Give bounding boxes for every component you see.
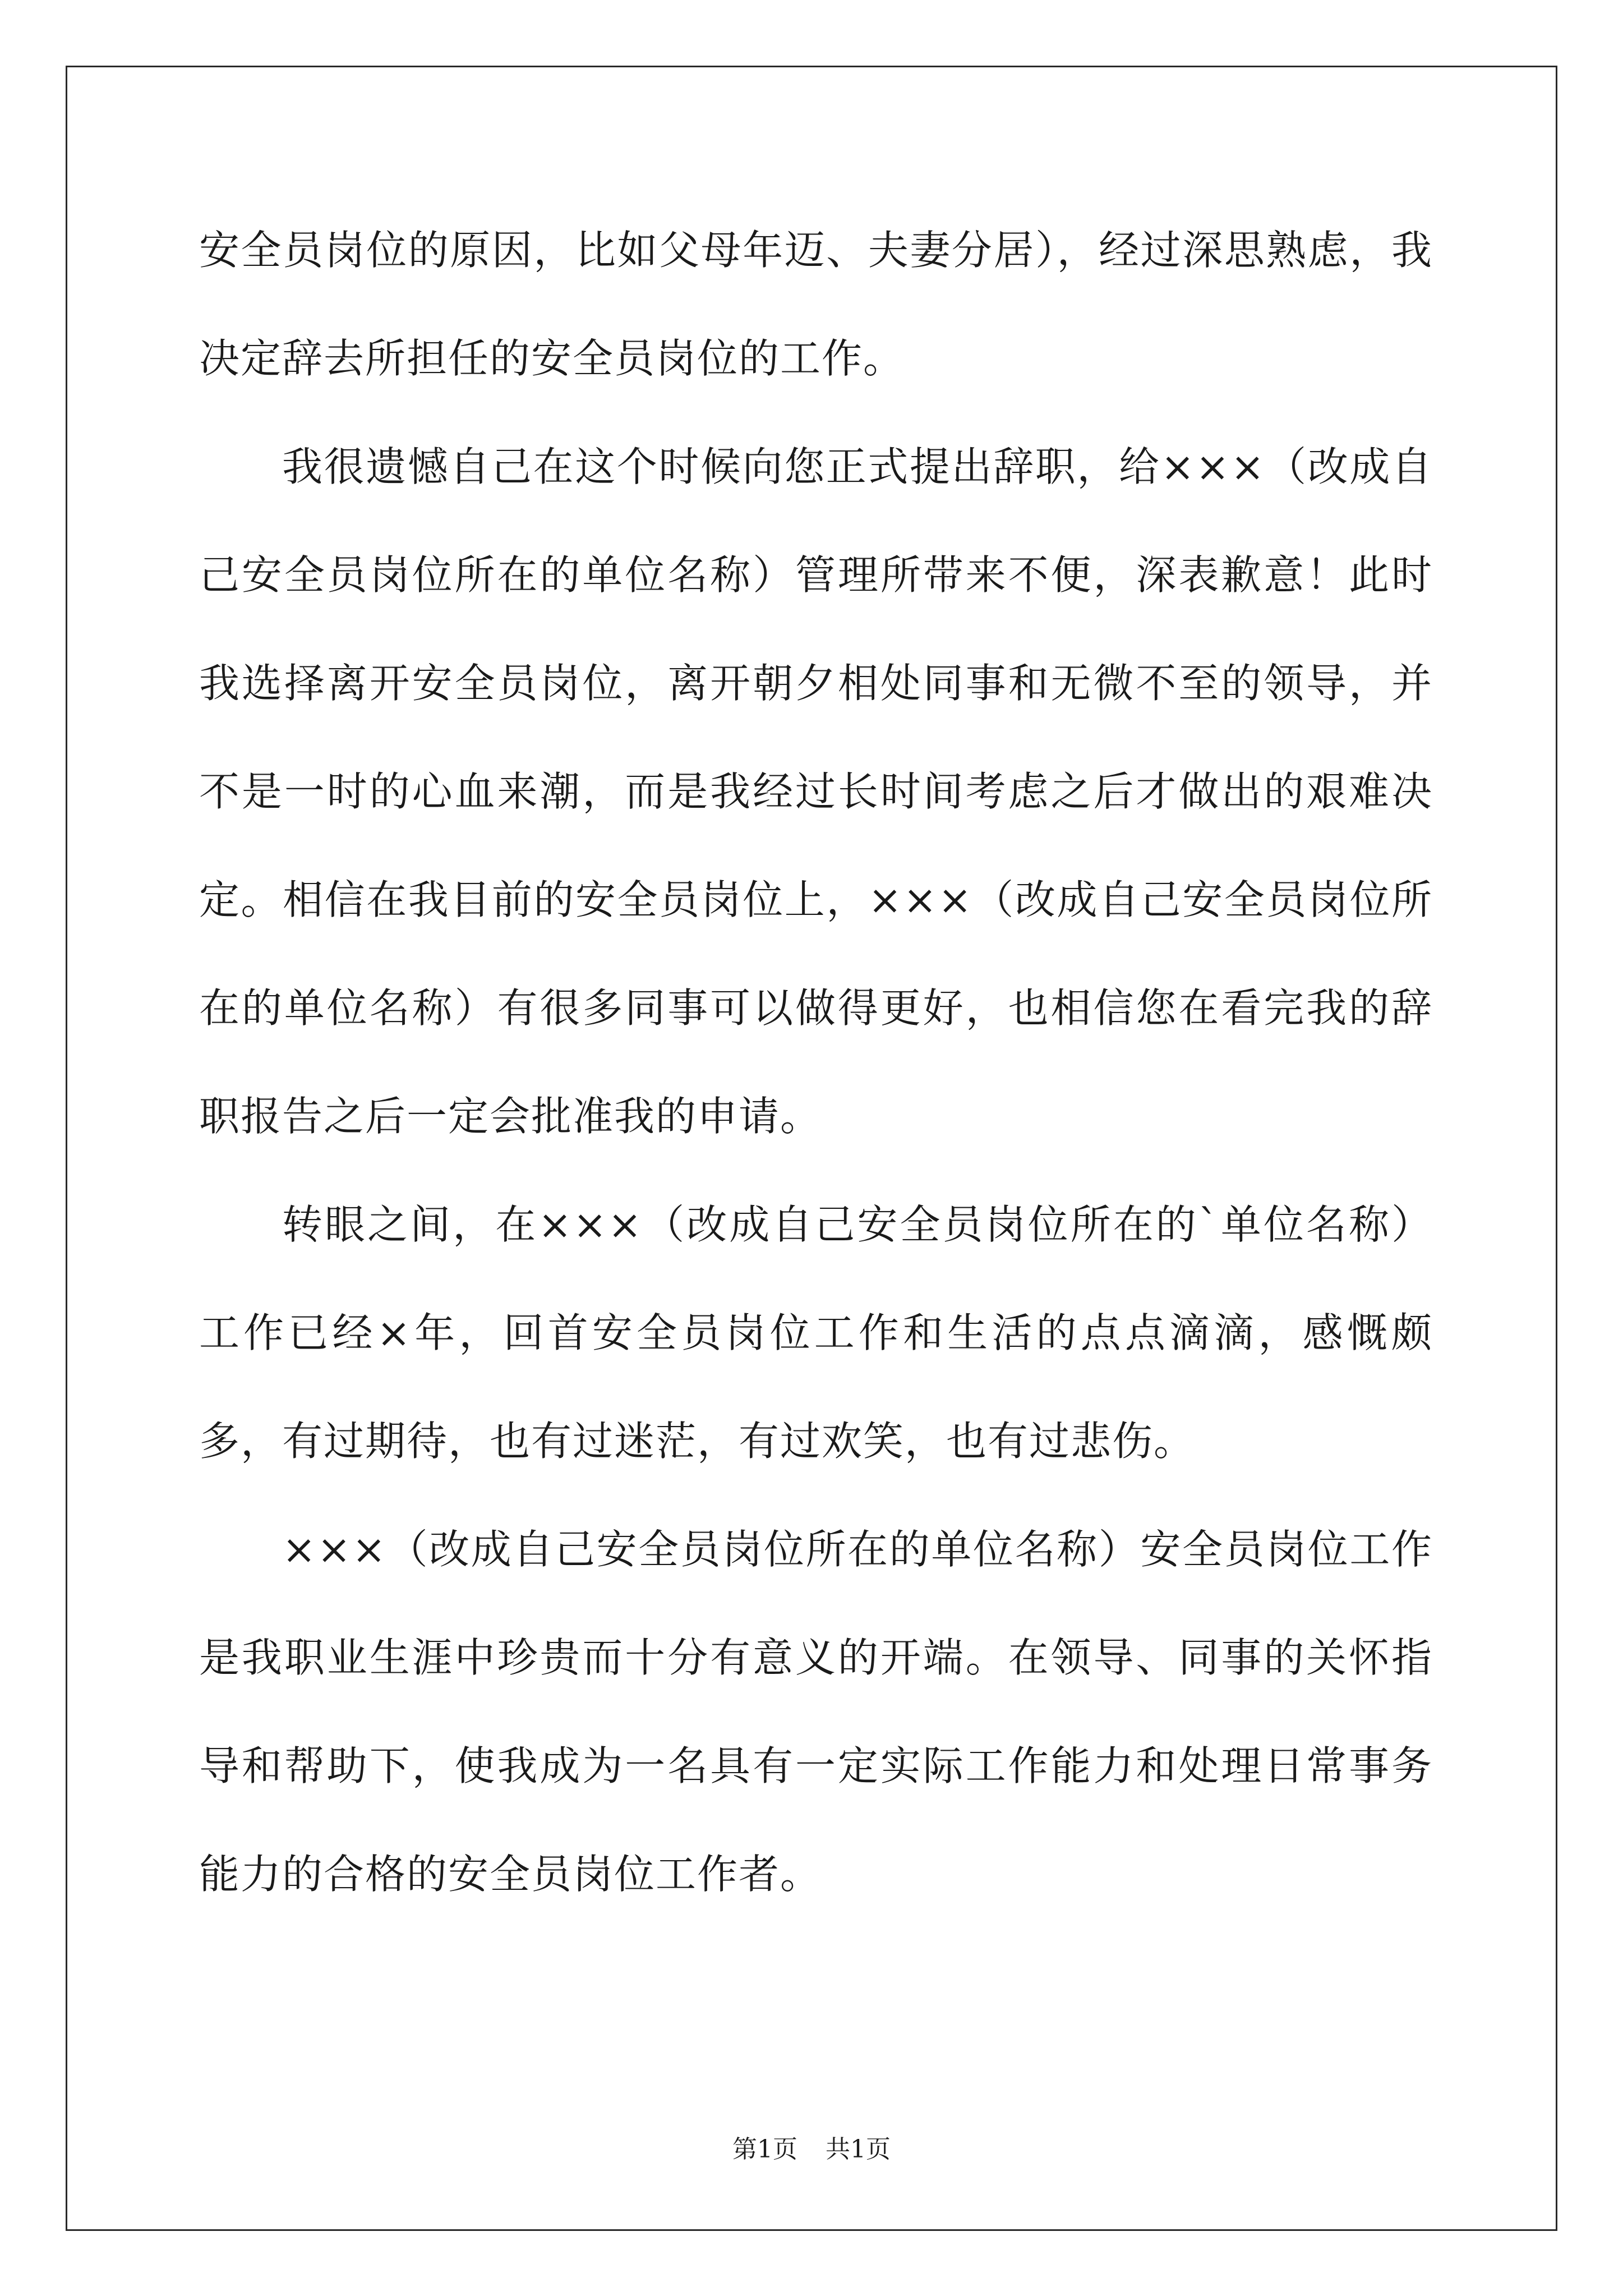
page-total: 共1页 (826, 2135, 891, 2164)
paragraph-1: 安全员岗位的原因，比如父母年迈、夫妻分居），经过深思熟虑，我决定辞去所担任的安全员岗位的工作。 (199, 227, 1433, 382)
paragraph-3: 转眼之间，在×××（改成自己安全员岗位所在的`单位名称）工作已经×年，回首安全员岗位工作和生活的点点滴滴，感慨颇多，有过期待，也有过迷茫，有过欢笑，也有过悲伤。 (199, 1201, 1433, 1465)
page-footer (0, 2129, 1623, 2165)
paragraph-2: 我很遗憾自己在这个时候向您正式提出辞职，给×××（改成自己安全员岗位所在的单位名称）管理所带来不便，深表歉意！此时我选择离开安全员岗位，离开朝夕相处同事和无微不至的领导，并不是一时的心血来潮，而是我经过长时间考虑之后才做出的艰难决定。相信在我目前的安全员岗位上，×××（改成自己安全员岗位所在的单位名称）有很多同事可以做得更好，也相信您在看完我的辞职报告之后一定会批准我的申请。 (199, 443, 1433, 1140)
paragraph-4: ×××（改成自己安全员岗位所在的单位名称）安全员岗位工作是我职业生涯中珍贵而十分有意义的开端。在领导、同事的关怀指导和帮助下，使我成为一名具有一定实际工作能力和处理日常事务能力的合格的安全员岗位工作者。 (199, 1526, 1433, 1898)
document-body (199, 196, 1433, 1929)
page-number: 第1页 (732, 2135, 797, 2164)
